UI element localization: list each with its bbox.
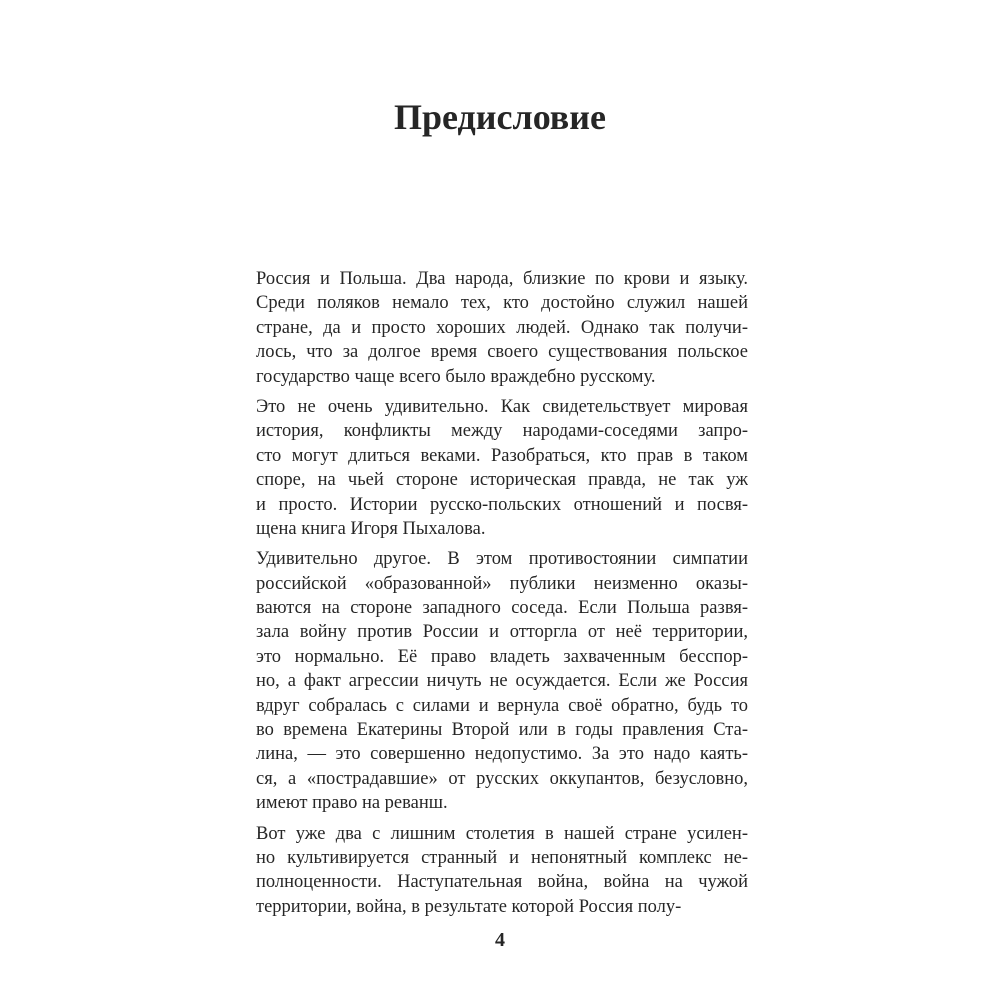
text-line: полноценности. Наступательная война, война на чужой [256, 872, 748, 893]
page-title: Предисловие [394, 97, 606, 137]
text-line: российской «образованной» публики неизменно оказы- [256, 573, 748, 594]
text-line: и просто. Истории русско-польских отношений и посвя- [256, 494, 748, 515]
text-line: территории, война, в результате которой Россия полу- [256, 896, 682, 917]
text-line: щена книга Игоря Пыхалова. [256, 518, 486, 539]
text-line: сто могут длиться веками. Разобраться, кто прав в таком [256, 445, 748, 466]
text-line: во времена Екатерины Второй или в годы правления Ста- [256, 720, 748, 741]
text-line: это нормально. Её право владеть захваченным бесспор- [256, 646, 748, 667]
text-line: Вот уже два с лишним столетия в нашей стране усилен- [256, 823, 748, 844]
text-line: стране, да и просто хороших людей. Однако так получи- [256, 317, 748, 338]
text-line: Это не очень удивительно. Как свидетельствует мировая [256, 396, 748, 417]
text-line: ся, а «пострадавшие» от русских оккупантов, безусловно, [256, 768, 748, 789]
paragraph [256, 822, 748, 920]
paragraph [256, 395, 748, 541]
text-column [256, 267, 748, 925]
paragraph [256, 547, 748, 815]
text-line: но культивируется странный и непонятный комплекс не- [256, 847, 748, 868]
text-line: лось, что за долгое время своего существования польское [256, 342, 748, 363]
text-line: история, конфликты между народами-соседями запро- [256, 421, 748, 442]
text-line: Удивительно другое. В этом противостоянии симпатии [256, 549, 748, 570]
text-line: зала войну против России и отторгла от неё территории, [256, 622, 748, 643]
text-line: государство чаще всего было враждебно русскому. [256, 366, 656, 387]
page-number: 4 [495, 929, 505, 951]
text-line: споре, на чьей стороне историческая правда, не так уж [256, 470, 748, 491]
text-line: вдруг собралась с силами и вернула своё обратно, будь то [256, 695, 748, 716]
text-line: имеют право на реванш. [256, 793, 448, 814]
paragraph [256, 267, 748, 389]
text-line: но, а факт агрессии ничуть не осуждается. Если же Россия [256, 671, 748, 692]
text-line: Среди поляков немало тех, кто достойно служил нашей [256, 293, 748, 314]
text-line: лина, — это совершенно недопустимо. За это надо каять- [256, 744, 748, 765]
text-line: Россия и Польша. Два народа, близкие по крови и языку. [256, 269, 748, 289]
text-line: ваются на стороне западного соседа. Если Польша развя- [256, 598, 748, 619]
